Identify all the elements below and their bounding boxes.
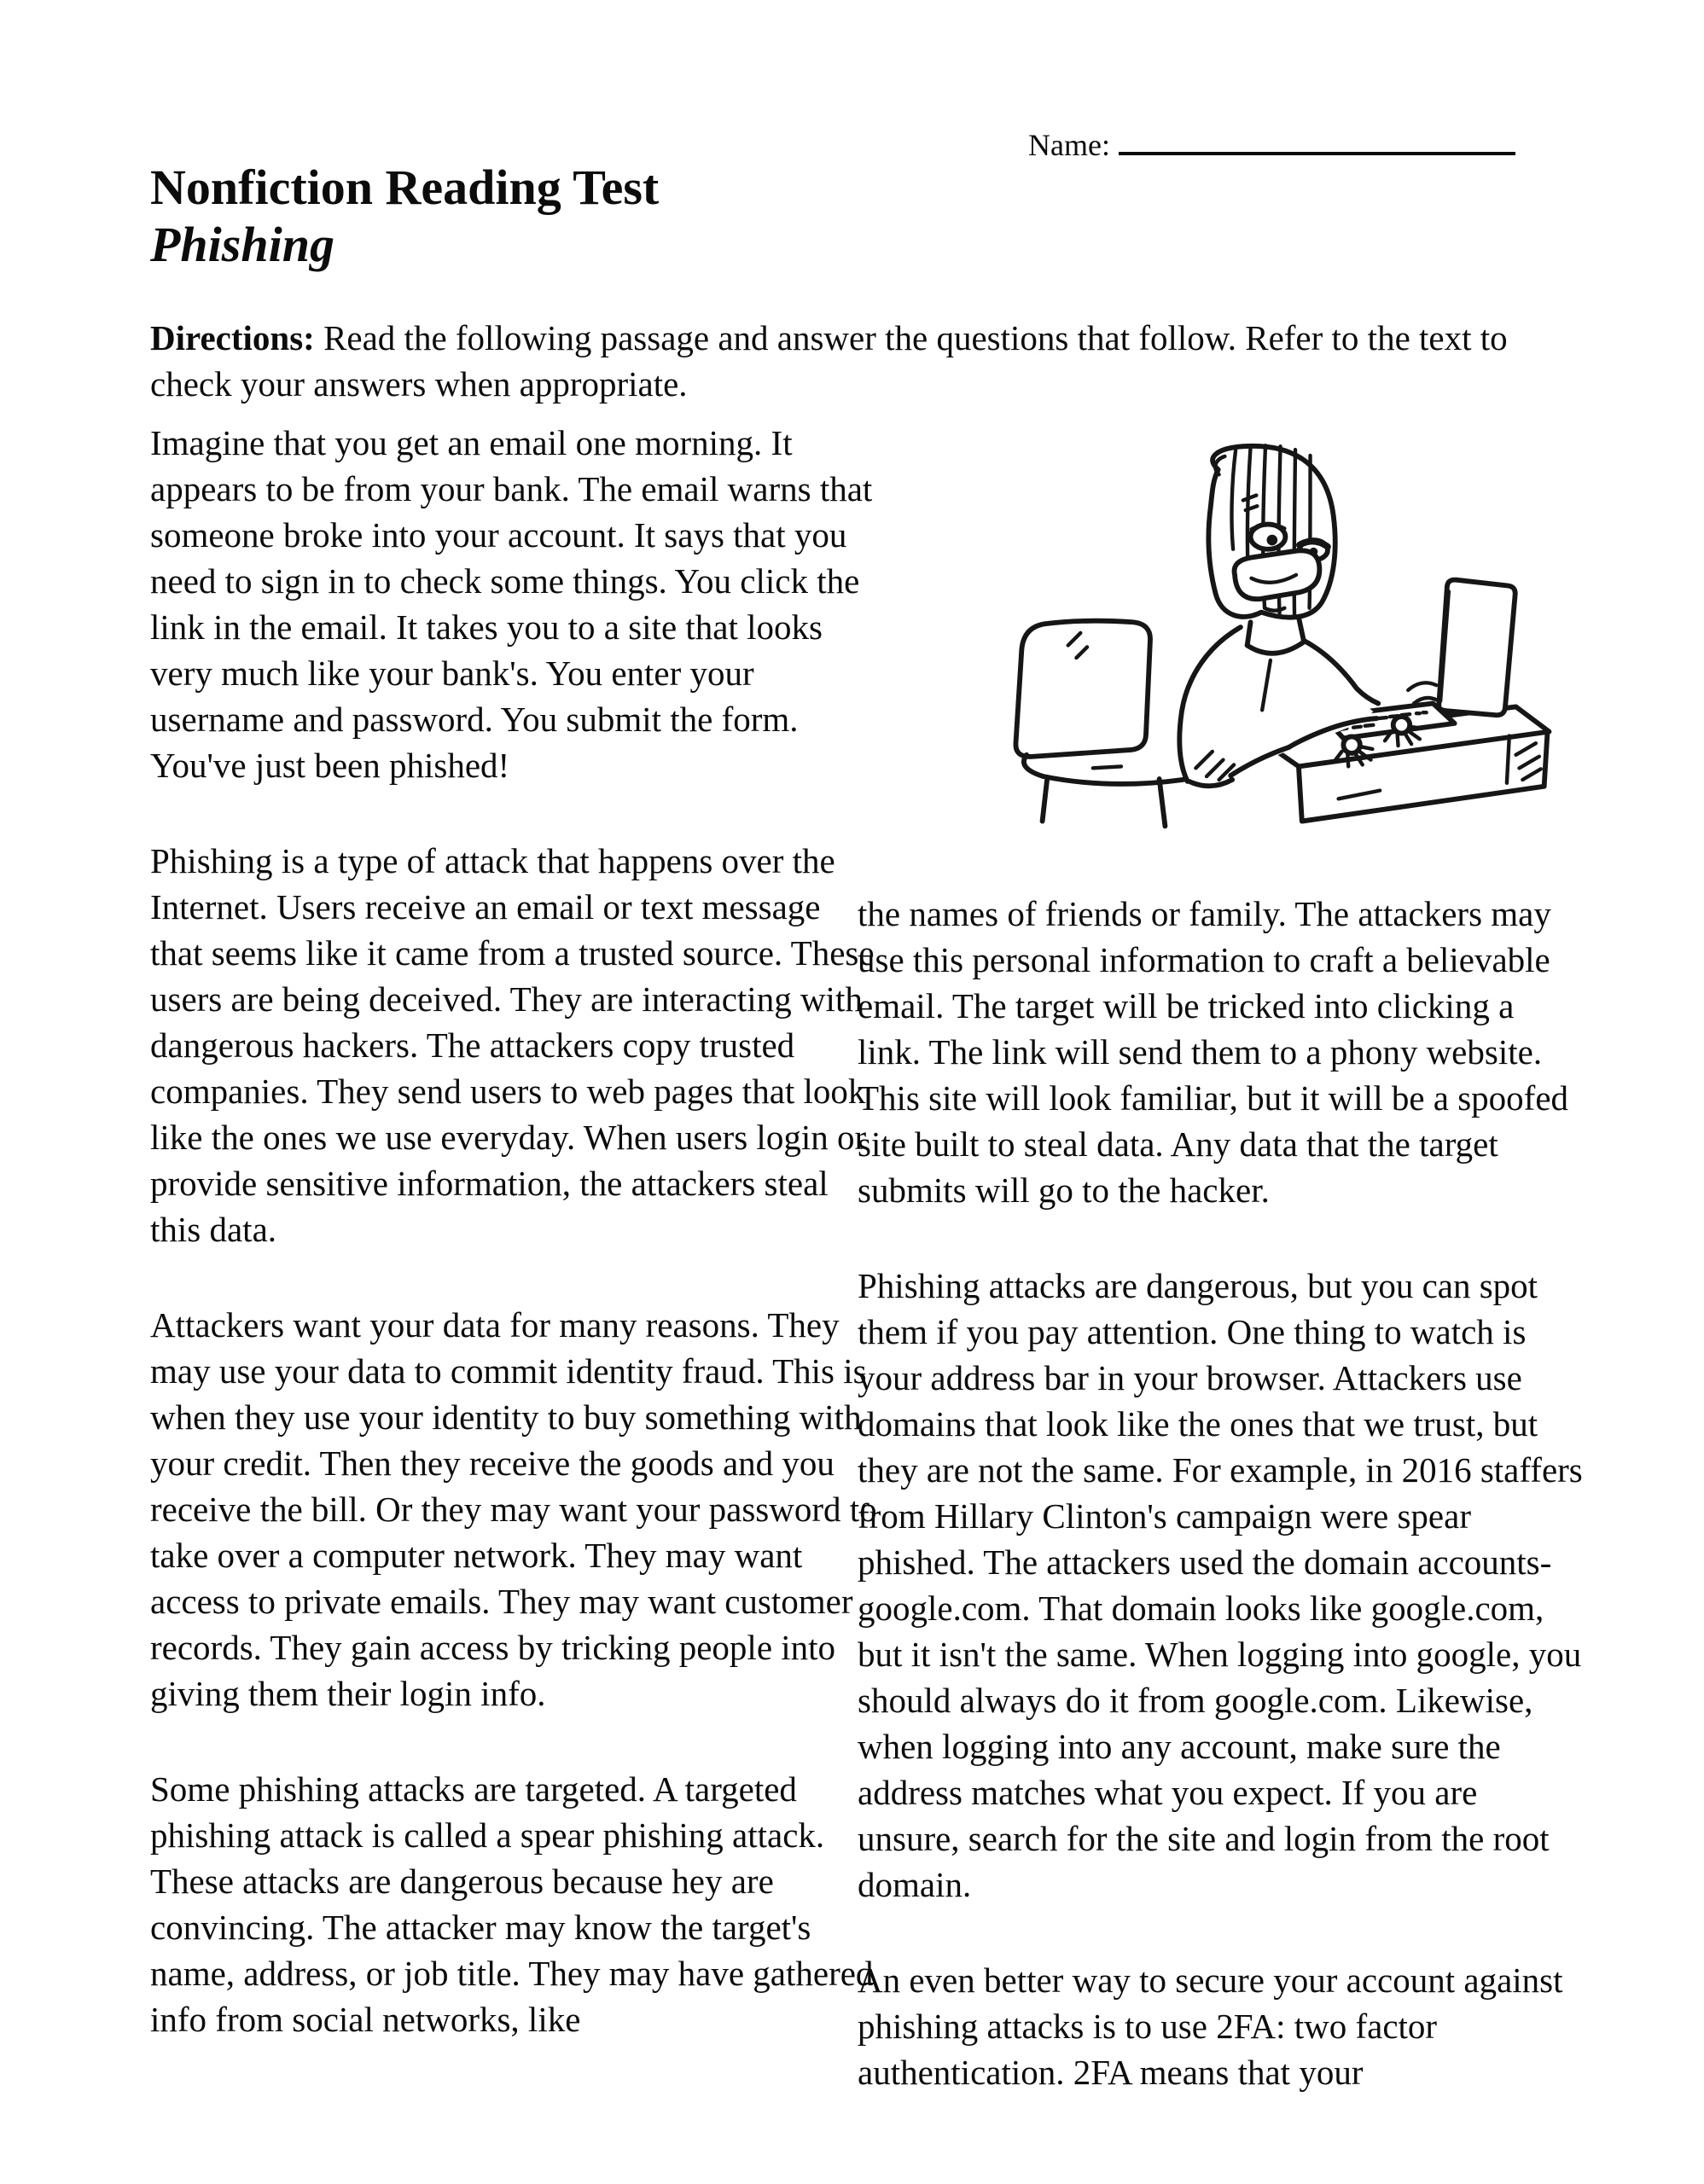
hacker-illustration-svg <box>968 423 1566 838</box>
directions <box>150 315 1584 407</box>
left-column <box>150 420 880 2042</box>
name-row <box>1028 119 1515 163</box>
right-column <box>858 420 1583 2095</box>
name-label: Name: <box>1028 128 1110 162</box>
hacker-illustration <box>968 423 1566 838</box>
passage-paragraph: the names of friends or family. The attackers may use this personal information to craft a believable email. The target will be tricked into clicking a link. The link will send them to a phony website. This site will look familiar, but it will be a spoofed site built to steal data. Any data that the target submits will go to the hacker. <box>858 894 1569 1210</box>
directions-text: Read the following passage and answer the questions that follow. Refer to the text to check your answers when appropriate. <box>150 318 1508 404</box>
directions-label: Directions: <box>150 318 315 357</box>
name-blank-line <box>1119 119 1515 155</box>
passage-paragraph: Attackers want your data for many reasons. They may use your data to commit identity fraud. This is when they use your identity to buy something with your credit. Then they receive the goods and you receive the bill. Or they may want your password to take over a computer network. They may want access to private emails. They may want customer records. They gain access by tricking people into giving them their login info. <box>150 1305 877 1713</box>
page-title: Nonfiction Reading Test <box>150 160 660 215</box>
passage-paragraph: An even better way to secure your account against phishing attacks is to use 2FA: two factor authentication. 2FA means that your <box>858 1960 1563 2092</box>
page-subtitle: Phishing <box>150 217 334 273</box>
passage-paragraph: Imagine that you get an email one morning. It appears to be from your bank. The email warns that someone broke into your account. It says that you need to sign in to check some things. You click the link in the email. It takes you to a site that looks very much like your bank's. You enter your username and password. You submit the form. You've just been phished! <box>150 423 873 785</box>
passage-paragraph: Phishing attacks are dangerous, but you can spot them if you pay attention. One thing to watch is your address bar in your browser. Attackers use domains that look like the ones that we trust, but they are not the same. For example, in 2016 staffers from Hillary Clinton's campaign were spear phished. The attackers used the domain accounts-google.com. That domain looks like google.com, but it isn't the same. When logging into google, you should always do it from google.com. Likewise, when logging into any account, make sure the address matches what you expect. If you are unsure, search for the site and login from the root domain. <box>858 1266 1583 1904</box>
title-block <box>150 159 659 274</box>
passage-paragraph: Phishing is a type of attack that happens over the Internet. Users receive an email or text message that seems like it came from a trusted source. These users are being deceived. They are interacting with dangerous hackers. The attackers copy trusted companies. They send users to web pages that look like the ones we use everyday. When users login or provide sensitive information, the attackers steal this data. <box>150 841 875 1249</box>
left-eye <box>1251 525 1286 549</box>
passage-paragraph: Some phishing attacks are targeted. A targeted phishing attack is called a spear phishing attack. These attacks are dangerous because hey are convincing. The attacker may know the target's name, address, or job title. They may have gathered info from social networks, like <box>150 1769 874 2039</box>
